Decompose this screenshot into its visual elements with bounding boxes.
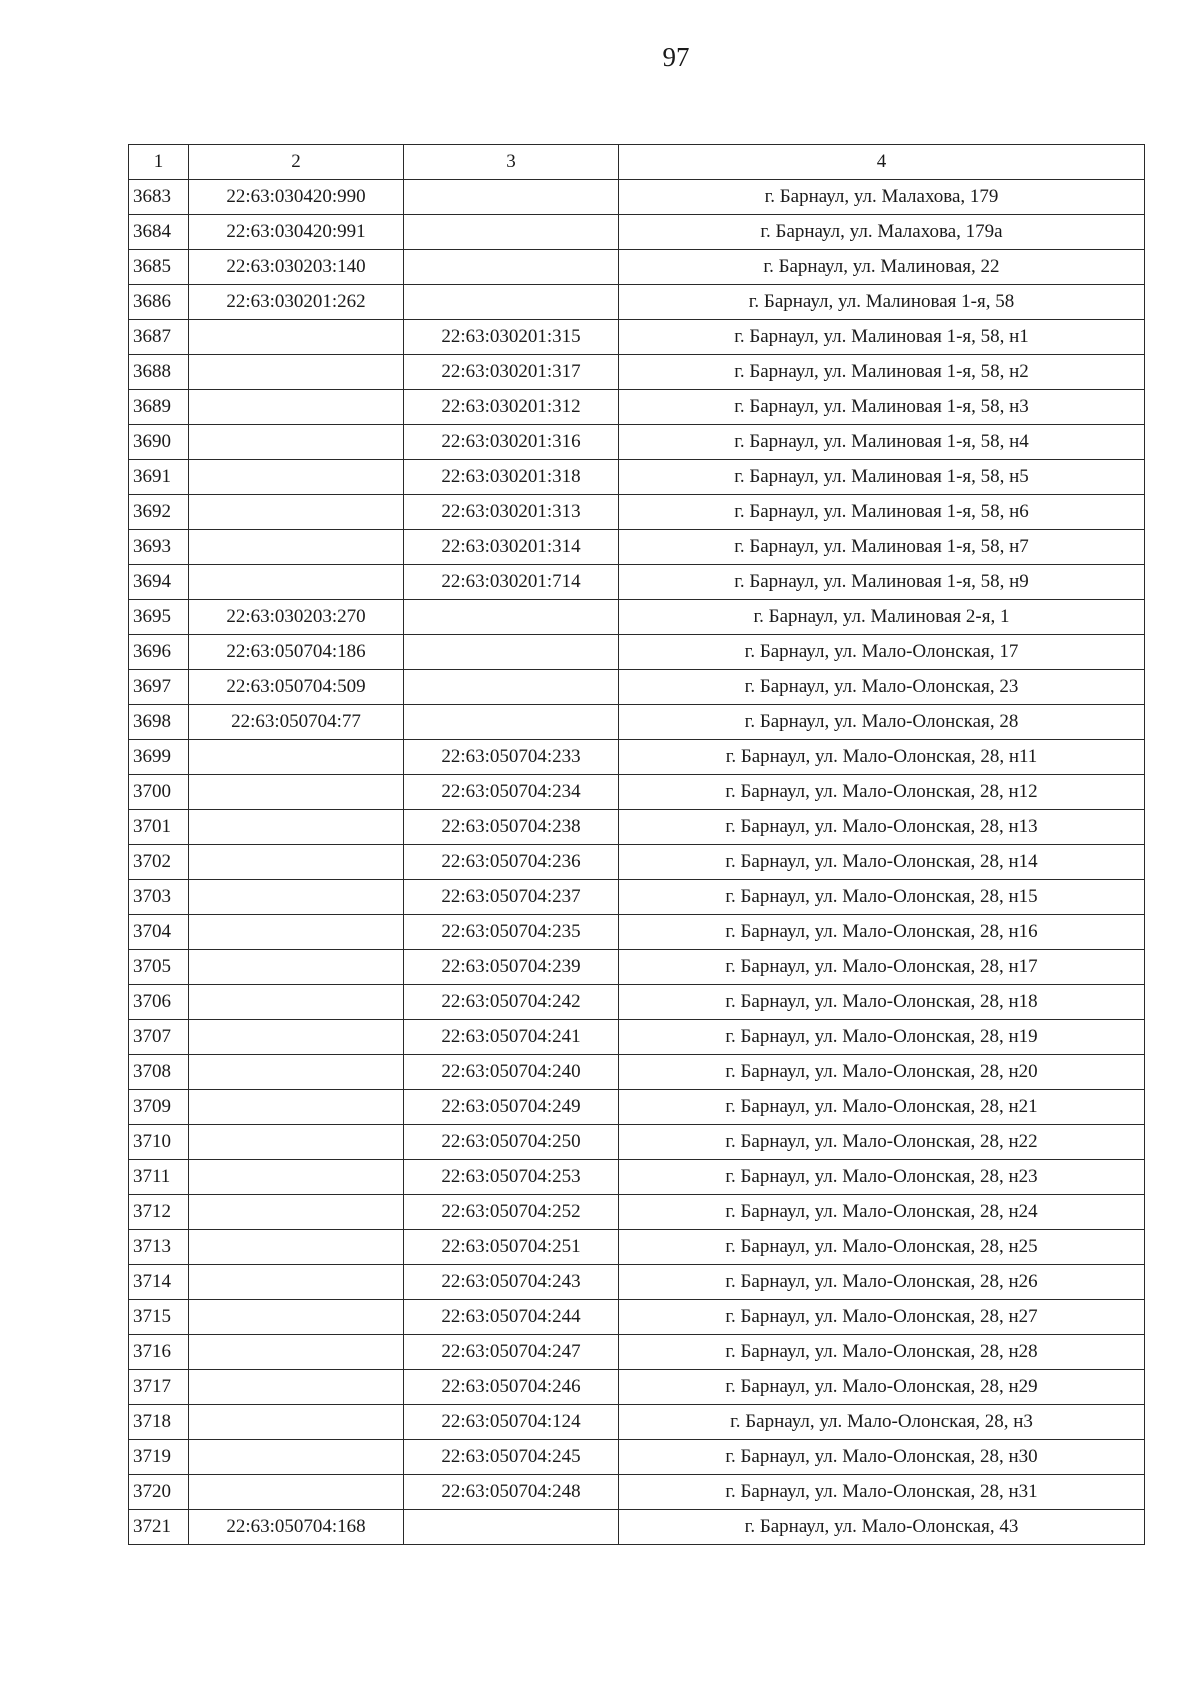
row-number: 3712 — [129, 1195, 189, 1230]
row-number: 3708 — [129, 1055, 189, 1090]
cadastral-number-col2: 22:63:030420:990 — [189, 180, 404, 215]
address-cell: г. Барнаул, ул. Мало-Олонская, 28, н13 — [619, 810, 1145, 845]
address-cell: г. Барнаул, ул. Мало-Олонская, 28, н14 — [619, 845, 1145, 880]
cadastral-number-col2 — [189, 1405, 404, 1440]
row-number: 3705 — [129, 950, 189, 985]
cadastral-number-col3: 22:63:050704:233 — [404, 740, 619, 775]
cadastral-number-col2 — [189, 495, 404, 530]
cadastral-number-col3: 22:63:050704:240 — [404, 1055, 619, 1090]
cadastral-number-col3: 22:63:030201:313 — [404, 495, 619, 530]
row-number: 3695 — [129, 600, 189, 635]
cadastral-number-col2: 22:63:050704:168 — [189, 1510, 404, 1545]
cadastral-number-col2: 22:63:050704:186 — [189, 635, 404, 670]
table-row — [129, 915, 1145, 950]
cadastral-number-col3: 22:63:050704:235 — [404, 915, 619, 950]
table-header — [129, 145, 1145, 180]
address-cell: г. Барнаул, ул. Малиновая 2-я, 1 — [619, 600, 1145, 635]
cadastral-number-col3: 22:63:050704:243 — [404, 1265, 619, 1300]
cadastral-number-col2 — [189, 775, 404, 810]
address-cell: г. Барнаул, ул. Мало-Олонская, 28, н27 — [619, 1300, 1145, 1335]
column-header-4: 4 — [619, 145, 1145, 180]
cadastral-number-col2 — [189, 1125, 404, 1160]
table-row — [129, 1405, 1145, 1440]
address-cell: г. Барнаул, ул. Мало-Олонская, 28 — [619, 705, 1145, 740]
table-row — [129, 810, 1145, 845]
cadastral-number-col3: 22:63:050704:253 — [404, 1160, 619, 1195]
cadastral-number-col3 — [404, 1510, 619, 1545]
table-row — [129, 1195, 1145, 1230]
cadastral-number-col3: 22:63:030201:317 — [404, 355, 619, 390]
cadastral-number-col2 — [189, 915, 404, 950]
cadastral-number-col2 — [189, 950, 404, 985]
cadastral-number-col2 — [189, 740, 404, 775]
table-row — [129, 460, 1145, 495]
address-cell: г. Барнаул, ул. Мало-Олонская, 28, н16 — [619, 915, 1145, 950]
table-row — [129, 1300, 1145, 1335]
table-row — [129, 1160, 1145, 1195]
table-row — [129, 705, 1145, 740]
row-number: 3710 — [129, 1125, 189, 1160]
row-number: 3688 — [129, 355, 189, 390]
cadastral-number-col3: 22:63:030201:315 — [404, 320, 619, 355]
address-cell: г. Барнаул, ул. Мало-Олонская, 28, н28 — [619, 1335, 1145, 1370]
address-cell: г. Барнаул, ул. Малиновая 1-я, 58, н5 — [619, 460, 1145, 495]
registry-table — [128, 144, 1145, 1545]
row-number: 3694 — [129, 565, 189, 600]
table-row — [129, 1370, 1145, 1405]
cadastral-number-col2 — [189, 1230, 404, 1265]
table-row — [129, 390, 1145, 425]
cadastral-number-col3: 22:63:050704:238 — [404, 810, 619, 845]
cadastral-number-col3: 22:63:050704:250 — [404, 1125, 619, 1160]
row-number: 3709 — [129, 1090, 189, 1125]
row-number: 3685 — [129, 250, 189, 285]
address-cell: г. Барнаул, ул. Малиновая 1-я, 58, н2 — [619, 355, 1145, 390]
row-number: 3686 — [129, 285, 189, 320]
page-number: 97 — [662, 42, 690, 72]
row-number: 3692 — [129, 495, 189, 530]
cadastral-number-col2 — [189, 565, 404, 600]
address-cell: г. Барнаул, ул. Малиновая, 22 — [619, 250, 1145, 285]
cadastral-number-col3: 22:63:030201:318 — [404, 460, 619, 495]
cadastral-number-col2: 22:63:030201:262 — [189, 285, 404, 320]
row-number: 3716 — [129, 1335, 189, 1370]
row-number: 3703 — [129, 880, 189, 915]
row-number: 3718 — [129, 1405, 189, 1440]
column-header-3: 3 — [404, 145, 619, 180]
row-number: 3698 — [129, 705, 189, 740]
cadastral-number-col2 — [189, 320, 404, 355]
table-row — [129, 985, 1145, 1020]
address-cell: г. Барнаул, ул. Мало-Олонская, 28, н17 — [619, 950, 1145, 985]
row-number: 3689 — [129, 390, 189, 425]
cadastral-number-col2: 22:63:050704:509 — [189, 670, 404, 705]
cadastral-number-col3: 22:63:050704:236 — [404, 845, 619, 880]
cadastral-number-col2 — [189, 1055, 404, 1090]
table-row — [129, 355, 1145, 390]
table-row — [129, 1020, 1145, 1055]
row-number: 3704 — [129, 915, 189, 950]
cadastral-number-col2 — [189, 985, 404, 1020]
cadastral-number-col3 — [404, 600, 619, 635]
address-cell: г. Барнаул, ул. Мало-Олонская, 28, н12 — [619, 775, 1145, 810]
address-cell: г. Барнаул, ул. Мало-Олонская, 28, н11 — [619, 740, 1145, 775]
row-number: 3715 — [129, 1300, 189, 1335]
address-cell: г. Барнаул, ул. Мало-Олонская, 28, н22 — [619, 1125, 1145, 1160]
row-number: 3691 — [129, 460, 189, 495]
address-cell: г. Барнаул, ул. Мало-Олонская, 28, н15 — [619, 880, 1145, 915]
address-cell: г. Барнаул, ул. Малиновая 1-я, 58, н3 — [619, 390, 1145, 425]
address-cell: г. Барнаул, ул. Мало-Олонская, 28, н21 — [619, 1090, 1145, 1125]
cadastral-number-col3: 22:63:050704:241 — [404, 1020, 619, 1055]
table-row — [129, 320, 1145, 355]
address-cell: г. Барнаул, ул. Малиновая 1-я, 58, н7 — [619, 530, 1145, 565]
row-number: 3702 — [129, 845, 189, 880]
cadastral-number-col2 — [189, 425, 404, 460]
cadastral-number-col3 — [404, 285, 619, 320]
row-number: 3719 — [129, 1440, 189, 1475]
table-row — [129, 285, 1145, 320]
cadastral-number-col3 — [404, 180, 619, 215]
table-row — [129, 425, 1145, 460]
table-row — [129, 740, 1145, 775]
cadastral-number-col3: 22:63:030201:314 — [404, 530, 619, 565]
cadastral-number-col2 — [189, 1370, 404, 1405]
row-number: 3701 — [129, 810, 189, 845]
table-row — [129, 845, 1145, 880]
cadastral-number-col3: 22:63:050704:234 — [404, 775, 619, 810]
address-cell: г. Барнаул, ул. Мало-Олонская, 28, н3 — [619, 1405, 1145, 1440]
cadastral-number-col3: 22:63:030201:714 — [404, 565, 619, 600]
table-row — [129, 1475, 1145, 1510]
header-row — [129, 145, 1145, 180]
cadastral-number-col3: 22:63:030201:312 — [404, 390, 619, 425]
table-row — [129, 1265, 1145, 1300]
address-cell: г. Барнаул, ул. Малахова, 179а — [619, 215, 1145, 250]
row-number: 3683 — [129, 180, 189, 215]
table-row — [129, 565, 1145, 600]
cadastral-number-col2 — [189, 1090, 404, 1125]
table-row — [129, 180, 1145, 215]
table-row — [129, 950, 1145, 985]
cadastral-number-col3: 22:63:050704:248 — [404, 1475, 619, 1510]
cadastral-number-col3: 22:63:050704:246 — [404, 1370, 619, 1405]
table-body — [129, 180, 1145, 1545]
row-number: 3699 — [129, 740, 189, 775]
cadastral-number-col2 — [189, 1475, 404, 1510]
row-number: 3693 — [129, 530, 189, 565]
table-row — [129, 1090, 1145, 1125]
cadastral-number-col3: 22:63:050704:245 — [404, 1440, 619, 1475]
row-number: 3684 — [129, 215, 189, 250]
cadastral-number-col2 — [189, 810, 404, 845]
cadastral-number-col3 — [404, 250, 619, 285]
table-row — [129, 600, 1145, 635]
row-number: 3706 — [129, 985, 189, 1020]
cadastral-number-col2 — [189, 530, 404, 565]
cadastral-number-col3: 22:63:030201:316 — [404, 425, 619, 460]
cadastral-number-col3 — [404, 635, 619, 670]
table-row — [129, 495, 1145, 530]
address-cell: г. Барнаул, ул. Малиновая 1-я, 58, н9 — [619, 565, 1145, 600]
table-row — [129, 880, 1145, 915]
cadastral-number-col3 — [404, 705, 619, 740]
cadastral-number-col2 — [189, 880, 404, 915]
cadastral-number-col2 — [189, 845, 404, 880]
cadastral-number-col2 — [189, 460, 404, 495]
cadastral-number-col3: 22:63:050704:124 — [404, 1405, 619, 1440]
cadastral-number-col2: 22:63:030420:991 — [189, 215, 404, 250]
cadastral-number-col2 — [189, 1335, 404, 1370]
address-cell: г. Барнаул, ул. Мало-Олонская, 43 — [619, 1510, 1145, 1545]
cadastral-number-col3: 22:63:050704:237 — [404, 880, 619, 915]
address-cell: г. Барнаул, ул. Малиновая 1-я, 58, н1 — [619, 320, 1145, 355]
address-cell: г. Барнаул, ул. Малиновая 1-я, 58, н6 — [619, 495, 1145, 530]
address-cell: г. Барнаул, ул. Мало-Олонская, 23 — [619, 670, 1145, 705]
address-cell: г. Барнаул, ул. Малахова, 179 — [619, 180, 1145, 215]
row-number: 3697 — [129, 670, 189, 705]
address-cell: г. Барнаул, ул. Мало-Олонская, 28, н19 — [619, 1020, 1145, 1055]
address-cell: г. Барнаул, ул. Мало-Олонская, 28, н26 — [619, 1265, 1145, 1300]
table-row — [129, 1335, 1145, 1370]
address-cell: г. Барнаул, ул. Мало-Олонская, 28, н25 — [619, 1230, 1145, 1265]
cadastral-number-col2 — [189, 1160, 404, 1195]
cadastral-number-col2: 22:63:030203:270 — [189, 600, 404, 635]
table-row — [129, 215, 1145, 250]
address-cell: г. Барнаул, ул. Мало-Олонская, 28, н29 — [619, 1370, 1145, 1405]
cadastral-number-col2 — [189, 1195, 404, 1230]
cadastral-number-col3: 22:63:050704:239 — [404, 950, 619, 985]
address-cell: г. Барнаул, ул. Малиновая 1-я, 58 — [619, 285, 1145, 320]
address-cell: г. Барнаул, ул. Мало-Олонская, 28, н18 — [619, 985, 1145, 1020]
row-number: 3711 — [129, 1160, 189, 1195]
row-number: 3707 — [129, 1020, 189, 1055]
cadastral-number-col2 — [189, 1440, 404, 1475]
cadastral-number-col2 — [189, 1020, 404, 1055]
cadastral-number-col3: 22:63:050704:251 — [404, 1230, 619, 1265]
address-cell: г. Барнаул, ул. Мало-Олонская, 17 — [619, 635, 1145, 670]
cadastral-number-col3: 22:63:050704:252 — [404, 1195, 619, 1230]
table-row — [129, 670, 1145, 705]
row-number: 3696 — [129, 635, 189, 670]
table-row — [129, 635, 1145, 670]
table-row — [129, 530, 1145, 565]
row-number: 3700 — [129, 775, 189, 810]
table-row — [129, 1510, 1145, 1545]
address-cell: г. Барнаул, ул. Мало-Олонская, 28, н20 — [619, 1055, 1145, 1090]
address-cell: г. Барнаул, ул. Мало-Олонская, 28, н31 — [619, 1475, 1145, 1510]
table-row — [129, 250, 1145, 285]
column-header-2: 2 — [189, 145, 404, 180]
cadastral-number-col3 — [404, 215, 619, 250]
row-number: 3713 — [129, 1230, 189, 1265]
cadastral-number-col3: 22:63:050704:242 — [404, 985, 619, 1020]
cadastral-number-col2 — [189, 1300, 404, 1335]
cadastral-number-col2 — [189, 390, 404, 425]
row-number: 3720 — [129, 1475, 189, 1510]
table-row — [129, 775, 1145, 810]
table-row — [129, 1055, 1145, 1090]
row-number: 3717 — [129, 1370, 189, 1405]
column-header-1: 1 — [129, 145, 189, 180]
cadastral-number-col3: 22:63:050704:249 — [404, 1090, 619, 1125]
cadastral-number-col3: 22:63:050704:244 — [404, 1300, 619, 1335]
cadastral-number-col2 — [189, 355, 404, 390]
address-cell: г. Барнаул, ул. Мало-Олонская, 28, н23 — [619, 1160, 1145, 1195]
row-number: 3690 — [129, 425, 189, 460]
table-row — [129, 1125, 1145, 1160]
address-cell: г. Барнаул, ул. Мало-Олонская, 28, н30 — [619, 1440, 1145, 1475]
cadastral-number-col2: 22:63:050704:77 — [189, 705, 404, 740]
cadastral-number-col3 — [404, 670, 619, 705]
row-number: 3687 — [129, 320, 189, 355]
cadastral-number-col2: 22:63:030203:140 — [189, 250, 404, 285]
table-row — [129, 1230, 1145, 1265]
address-cell: г. Барнаул, ул. Мало-Олонская, 28, н24 — [619, 1195, 1145, 1230]
table-row — [129, 1440, 1145, 1475]
row-number: 3714 — [129, 1265, 189, 1300]
address-cell: г. Барнаул, ул. Малиновая 1-я, 58, н4 — [619, 425, 1145, 460]
cadastral-number-col3: 22:63:050704:247 — [404, 1335, 619, 1370]
cadastral-number-col2 — [189, 1265, 404, 1300]
row-number: 3721 — [129, 1510, 189, 1545]
